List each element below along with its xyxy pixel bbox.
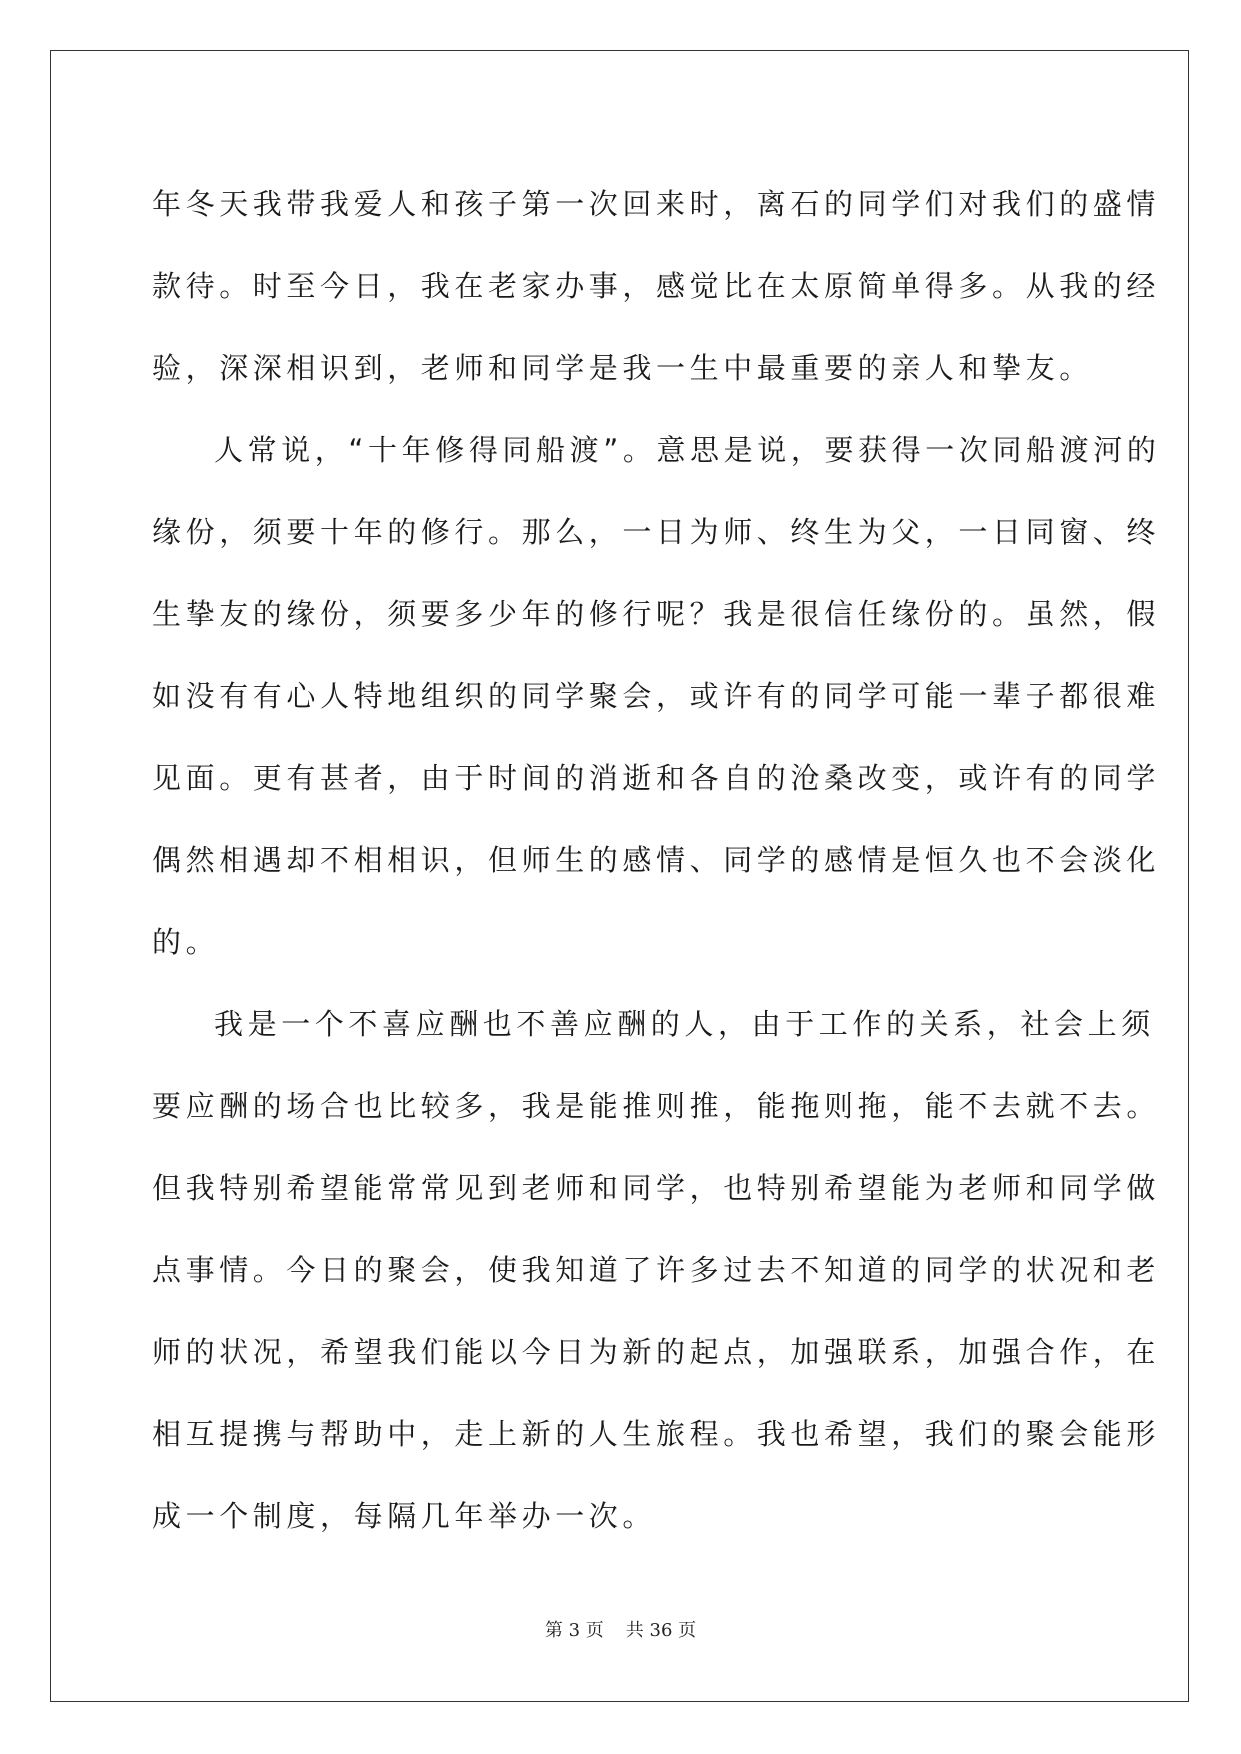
text-line: 款待。时至今日，我在老家办事，感觉比在太原简单得多。从我的经 bbox=[152, 269, 1161, 303]
text-line: 人常说，“十年修得同船渡”。意思是说，要获得一次同船渡河的 bbox=[214, 433, 1161, 467]
page-footer bbox=[0, 1616, 1241, 1642]
text-line: 验，深深相识到，老师和同学是我一生中最重要的亲人和挚友。 bbox=[152, 351, 1093, 385]
text-line: 的。 bbox=[152, 925, 220, 959]
text-line: 见面。更有甚者，由于时间的消逝和各自的沧桑改变，或许有的同学 bbox=[152, 761, 1161, 795]
text-line: 但我特别希望能常常见到老师和同学，也特别希望能为老师和同学做 bbox=[152, 1171, 1161, 1205]
paragraph-1 bbox=[152, 163, 1161, 409]
page-total: 共 36 页 bbox=[625, 1620, 697, 1641]
page-number: 第 3 页 bbox=[544, 1620, 604, 1641]
text-line: 成一个制度，每隔几年举办一次。 bbox=[152, 1499, 657, 1533]
text-line: 如没有有心人特地组织的同学聚会，或许有的同学可能一辈子都很难 bbox=[152, 679, 1161, 713]
text-line: 我是一个不喜应酬也不善应酬的人，由于工作的关系，社会上须 bbox=[214, 1007, 1155, 1041]
document-body bbox=[152, 163, 1161, 1557]
paragraph-2 bbox=[152, 409, 1161, 983]
paragraph-3 bbox=[152, 983, 1161, 1557]
text-line: 点事情。今日的聚会，使我知道了许多过去不知道的同学的状况和老 bbox=[152, 1253, 1161, 1287]
text-line: 要应酬的场合也比较多，我是能推则推，能拖则拖，能不去就不去。 bbox=[152, 1089, 1161, 1123]
text-line: 师的状况，希望我们能以今日为新的起点，加强联系，加强合作，在 bbox=[152, 1335, 1161, 1369]
text-line: 生挚友的缘份，须要多少年的修行呢？我是很信任缘份的。虽然，假 bbox=[152, 597, 1161, 631]
text-line: 相互提携与帮助中，走上新的人生旅程。我也希望，我们的聚会能形 bbox=[152, 1417, 1161, 1451]
text-line: 偶然相遇却不相相识，但师生的感情、同学的感情是恒久也不会淡化 bbox=[152, 843, 1161, 877]
text-line: 缘份，须要十年的修行。那么，一日为师、终生为父，一日同窗、终 bbox=[152, 515, 1161, 549]
text-line: 年冬天我带我爱人和孩子第一次回来时，离石的同学们对我们的盛情 bbox=[152, 187, 1161, 221]
